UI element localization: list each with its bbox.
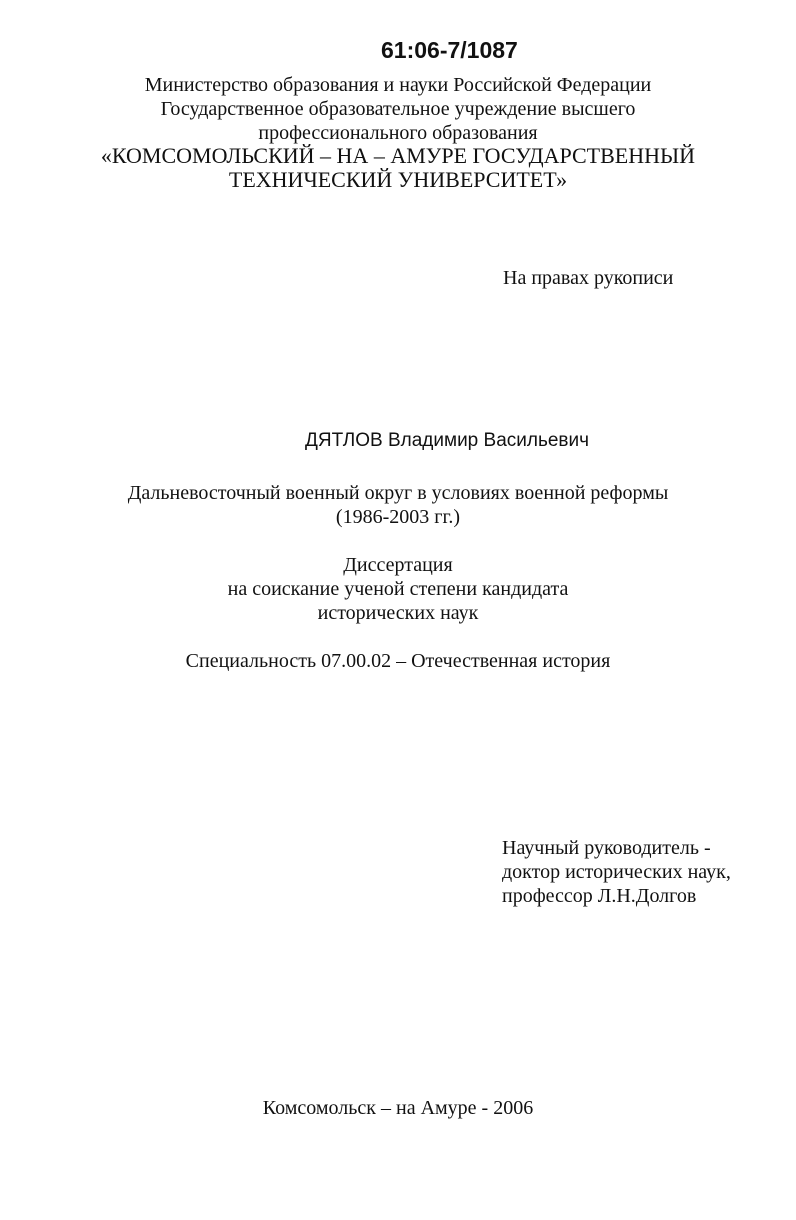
supervisor-line-3: профессор Л.Н.Долгов — [502, 885, 697, 907]
title-line-1: Дальневосточный военный округ в условиях военной реформы — [127, 482, 669, 504]
supervisor-line-2: доктор исторических наук, — [502, 861, 731, 883]
institution-line-1: Министерство образования и науки Российской Федерации — [144, 74, 652, 96]
title-line-2: (1986-2003 гг.) — [335, 506, 461, 528]
author-name: ДЯТЛОВ Владимир Васильевич — [305, 430, 590, 451]
catalog-number: 61:06-7/1087 — [381, 37, 518, 63]
work-type-line-2: на соискание ученой степени кандидата — [227, 578, 569, 600]
institution-line-4: «КОМСОМОЛЬСКИЙ – НА – АМУРЕ ГОСУДАРСТВЕННЫЙ — [100, 143, 696, 168]
place-and-year: Комсомольск – на Амуре - 2006 — [262, 1097, 534, 1119]
manuscript-rights: На правах рукописи — [503, 267, 674, 289]
work-type-line-1: Диссертация — [343, 554, 453, 576]
institution-line-2: Государственное образовательное учреждение высшего — [160, 98, 636, 120]
supervisor-line-1: Научный руководитель - — [502, 837, 711, 859]
institution-line-5: ТЕХНИЧЕСКИЙ УНИВЕРСИТЕТ» — [228, 167, 568, 192]
institution-line-3: профессионального образования — [258, 122, 538, 144]
specialty: Специальность 07.00.02 – Отечественная история — [185, 650, 611, 672]
work-type-line-3: исторических наук — [317, 602, 479, 624]
